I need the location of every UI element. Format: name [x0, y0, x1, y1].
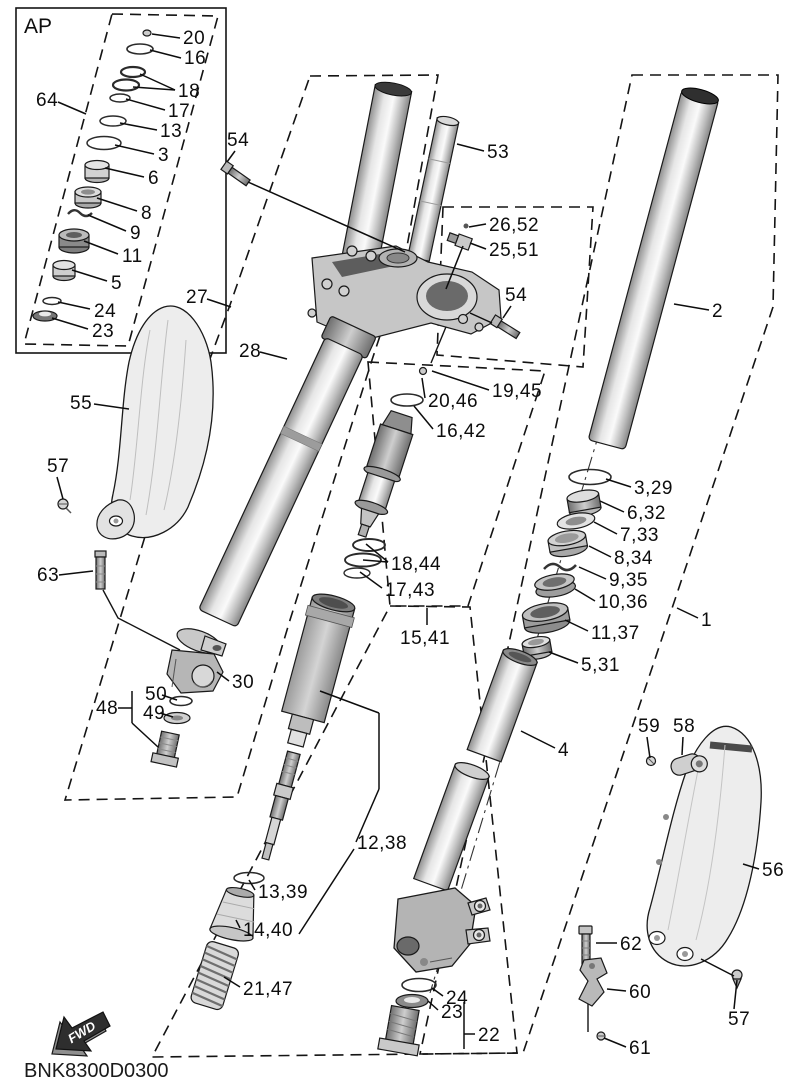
guard-screw-left	[58, 499, 71, 513]
leader-line-7,33	[594, 522, 617, 534]
callout-7,33: 7,33	[620, 525, 659, 546]
leader-line-3	[115, 145, 154, 154]
leader-line-27	[207, 299, 231, 307]
washer-ring	[100, 116, 126, 126]
callout-23: 23	[92, 321, 115, 342]
leader-line-1	[677, 608, 698, 618]
screw-61	[597, 1032, 605, 1040]
leader-line-20,46	[422, 378, 425, 398]
leader-line-17	[126, 99, 165, 110]
leader-line-57	[57, 477, 63, 499]
fwd-label: FWD	[65, 1018, 99, 1047]
ring-3-29	[569, 470, 611, 485]
clamp-screw-59	[647, 757, 656, 766]
callout-13: 13	[160, 121, 183, 142]
callout-3,29: 3,29	[634, 478, 673, 499]
leader-line-3,29	[606, 479, 631, 487]
callout-5,31: 5,31	[581, 655, 620, 676]
leader-line-8,34	[589, 546, 611, 557]
leader-line-5,31	[549, 652, 578, 663]
damper-assembly	[344, 368, 427, 579]
callout-20: 20	[183, 28, 206, 49]
leader-line-9,35	[579, 567, 606, 579]
callout-62: 62	[620, 934, 643, 955]
base-bolt-22	[378, 1005, 425, 1056]
leader-line-48	[132, 723, 158, 747]
leader-line-9	[88, 215, 126, 231]
callout-24: 24	[446, 988, 469, 1009]
leader-line-24	[432, 988, 443, 996]
callout-61: 61	[629, 1038, 652, 1059]
small-ring	[110, 94, 130, 102]
callout-17: 17	[168, 101, 191, 122]
ring-18-44-a	[353, 539, 385, 551]
callout-13,39: 13,39	[258, 882, 309, 903]
bolt-62	[579, 926, 592, 964]
leader-line-4	[521, 731, 555, 748]
leader-line-13	[120, 123, 157, 130]
leader-line-63	[59, 571, 93, 575]
callout-23: 23	[441, 1002, 464, 1023]
ap-box-label: AP	[24, 15, 53, 38]
callout-21,47: 21,47	[243, 979, 294, 1000]
fwd-arrow	[52, 1012, 110, 1056]
leader-line-6,32	[600, 501, 624, 512]
callout-9: 9	[130, 223, 142, 244]
callout-16,42: 16,42	[436, 421, 487, 442]
callout-24: 24	[94, 301, 117, 322]
callout-20,46: 20,46	[428, 391, 479, 412]
o-ring	[127, 44, 153, 54]
leader-line-23	[52, 318, 88, 329]
axle-bracket-right	[394, 888, 490, 972]
seal-23-bottom	[396, 995, 428, 1008]
guide-bushing	[75, 187, 101, 208]
callout-4: 4	[558, 740, 570, 761]
callout-18: 18	[178, 81, 201, 102]
leader-line-17,43	[360, 572, 382, 588]
callout-11: 11	[122, 246, 143, 267]
leader-line-16	[150, 50, 181, 58]
valve-screw	[143, 30, 151, 36]
leader-line-8	[97, 198, 137, 211]
outer-tube-left	[195, 316, 376, 629]
callout-3: 3	[158, 145, 170, 166]
seal-10-36	[533, 571, 576, 600]
callout-30: 30	[232, 672, 255, 693]
guide-bracket-60	[579, 958, 607, 1006]
rebound-spring-21-47	[190, 940, 240, 1011]
clip-9-35	[544, 564, 576, 570]
callout-19,45: 19,45	[492, 381, 543, 402]
inner-tube-right-lower	[414, 759, 491, 891]
callout-27: 27	[186, 287, 209, 308]
pinch-bolt-63	[95, 551, 106, 589]
leader-line-19,45	[432, 371, 489, 390]
leader-line-26,52	[469, 224, 486, 227]
callout-50: 50	[145, 684, 168, 705]
leader-line-28	[260, 352, 287, 359]
callout-57: 57	[47, 456, 70, 477]
valve-screw-20-46	[420, 368, 427, 375]
callout-8,34: 8,34	[614, 548, 653, 569]
callout-10,36: 10,36	[598, 592, 649, 613]
leader-line-57	[701, 959, 734, 976]
callout-9,35: 9,35	[609, 570, 648, 591]
leader-line-60	[607, 989, 626, 991]
callout-59: 59	[638, 716, 661, 737]
leader-line-11,37	[565, 620, 588, 631]
leader-line-6	[105, 168, 144, 177]
oil-seal-11-37	[521, 600, 571, 637]
callout-48: 48	[96, 698, 119, 719]
callout-54: 54	[505, 285, 528, 306]
callout-28: 28	[239, 341, 262, 362]
leader-line-54	[503, 306, 511, 318]
leader-line-5	[72, 270, 107, 281]
small-o-ring	[43, 298, 61, 305]
piston-ring	[113, 80, 139, 91]
callout-17,43: 17,43	[385, 580, 436, 601]
callout-56: 56	[762, 860, 785, 881]
callout-1: 1	[701, 610, 713, 631]
inner-tube-right-upper	[467, 645, 539, 762]
damper-body	[344, 408, 420, 541]
axle-bracket-left	[167, 624, 226, 693]
slide-bushing	[85, 161, 109, 183]
callout-5: 5	[111, 273, 123, 294]
callout-55: 55	[70, 393, 93, 414]
callout-57: 57	[728, 1009, 751, 1030]
fork-guard-left	[97, 306, 213, 539]
leader-line-59	[647, 737, 650, 758]
callout-15,41: 15,41	[400, 628, 451, 649]
callout-2: 2	[712, 301, 724, 322]
lower-bushing	[53, 261, 75, 281]
callout-58: 58	[673, 716, 696, 737]
callout-22: 22	[478, 1025, 501, 1046]
callout-25,51: 25,51	[489, 240, 540, 261]
callout-54: 54	[227, 130, 250, 151]
leader-line-58	[682, 737, 683, 755]
ring-24-bottom	[402, 979, 436, 992]
bushing-8-34	[547, 528, 589, 559]
leader-line-61	[604, 1038, 626, 1047]
leader-line-2	[674, 304, 709, 310]
leader-line-20	[152, 34, 180, 38]
callout-14,40: 14,40	[243, 920, 294, 941]
leader-line-24	[58, 302, 90, 309]
leader-line-53	[457, 144, 484, 151]
outer-tube-right	[588, 85, 720, 450]
leader-line-25,51	[470, 243, 486, 249]
piston-ring	[121, 67, 145, 77]
callout-60: 60	[629, 982, 652, 1003]
callout-64: 64	[36, 90, 59, 111]
ring-16-42	[391, 394, 423, 406]
large-ring	[87, 137, 121, 150]
callout-26,52: 26,52	[489, 215, 540, 236]
right-guard-group	[579, 726, 761, 1040]
diagram-code: BNK8300D0300	[24, 1060, 169, 1082]
leader-line-13,39	[249, 880, 255, 890]
callout-11,37: 11,37	[591, 623, 640, 644]
pinch-bolt-54-right	[490, 315, 521, 339]
leader-line-54	[227, 151, 235, 162]
callout-49: 49	[143, 703, 166, 724]
callout-18,44: 18,44	[391, 554, 442, 575]
dust-seal	[33, 311, 57, 321]
callout-6,32: 6,32	[627, 503, 666, 524]
callout-16: 16	[184, 48, 207, 69]
washer-7-33	[556, 510, 596, 531]
callout-8: 8	[141, 203, 153, 224]
leader-line-10,36	[575, 589, 595, 601]
callout-12,38: 12,38	[357, 833, 408, 854]
leader-line-18,44	[363, 560, 388, 562]
callout-53: 53	[487, 142, 510, 163]
callout-63: 63	[37, 565, 60, 586]
screw-26-52	[464, 224, 469, 229]
callout-6: 6	[148, 168, 160, 189]
leader-line-64	[58, 102, 86, 114]
adjuster-25-51	[447, 224, 473, 251]
